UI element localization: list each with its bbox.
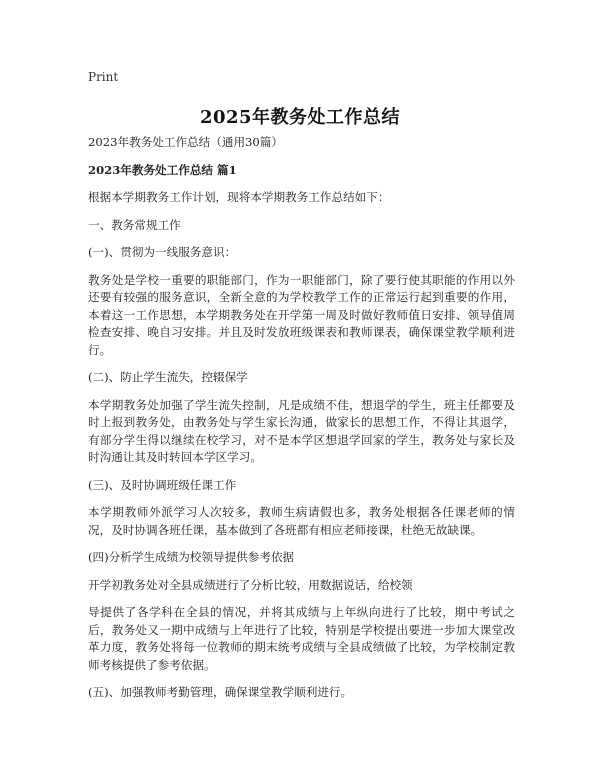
subheading-attendance: (五)、加强教师考勤管理，确保课堂教学顺利进行。 [88,685,353,699]
paragraph-score-analysis-start: 开学初教务处对全县成绩进行了分析比较，用数据说话，给校领 [88,577,413,592]
paragraph-student-retention: 本学期教务处加强了学生流失控制，凡是成绩不佳，想退学的学生，班主任都要及时上报到教务处，由教务处与学生家长沟通，做家长的思想工作，不得让其退学，有部分学生得以继续在校学习，对不是本学区想退学回家的学生，教务处与家长及时沟通让其及时转回本学区学习。 [88,397,515,464]
subheading-score-analysis: (四)分析学生成绩为校领导提供参考依据 [88,550,295,564]
heading-routine-work: 一、教务常规工作 [88,217,181,232]
intro-paragraph: 根据本学期教务工作计划，现将本学期教务工作总结如下： [88,190,390,204]
paragraph-class-coordination: 本学期教师外派学习人次较多，教师生病请假也多，教务处根据各任课老师的情况，及时协调各班任课，基本做到了各班都有相应老师接课，杜绝无故缺课。 [88,505,515,537]
document-body [88,134,515,712]
paragraph-service-awareness: 教务处是学校一重要的职能部门，作为一职能部门，除了要行使其职能的作用以外还要有较强的服务意识，全新全意的为学校教学工作的正常运行起到重要的作用，本着这一工作思想，本学期教务处在开学第一周及时做好教师值日安排、领导值周检查安排、晚自习安排。并且及时发放班级课表和教师课表，确保课堂教学顺利进行。 [88,272,515,357]
section-title: 2023年教务处工作总结 篇1 [88,162,237,177]
print-label[interactable]: Print [88,70,119,84]
document-subtitle: 2023年教务处工作总结（通用30篇） [88,135,283,149]
subheading-service-awareness: (一)、贯彻为一线服务意识： [88,245,237,259]
paragraph-score-analysis: 导提供了各学科在全县的情况，并将其成绩与上年纵向进行了比较，期中考试之后，教务处又一期中成绩与上年进行了比较，特别是学校提出要进一步加大课堂改革力度，教务处将每一位教师的期末统考成绩与全县成绩做了比较，为学校制定教师考核提供了参考依据。 [88,605,515,672]
subheading-class-coordination: (三)、及时协调班级任课工作 [88,477,237,492]
subheading-student-retention: (二)、防止学生流失，控辍保学 [88,370,248,384]
document-title: 2025年教务处工作总结 [199,107,401,128]
